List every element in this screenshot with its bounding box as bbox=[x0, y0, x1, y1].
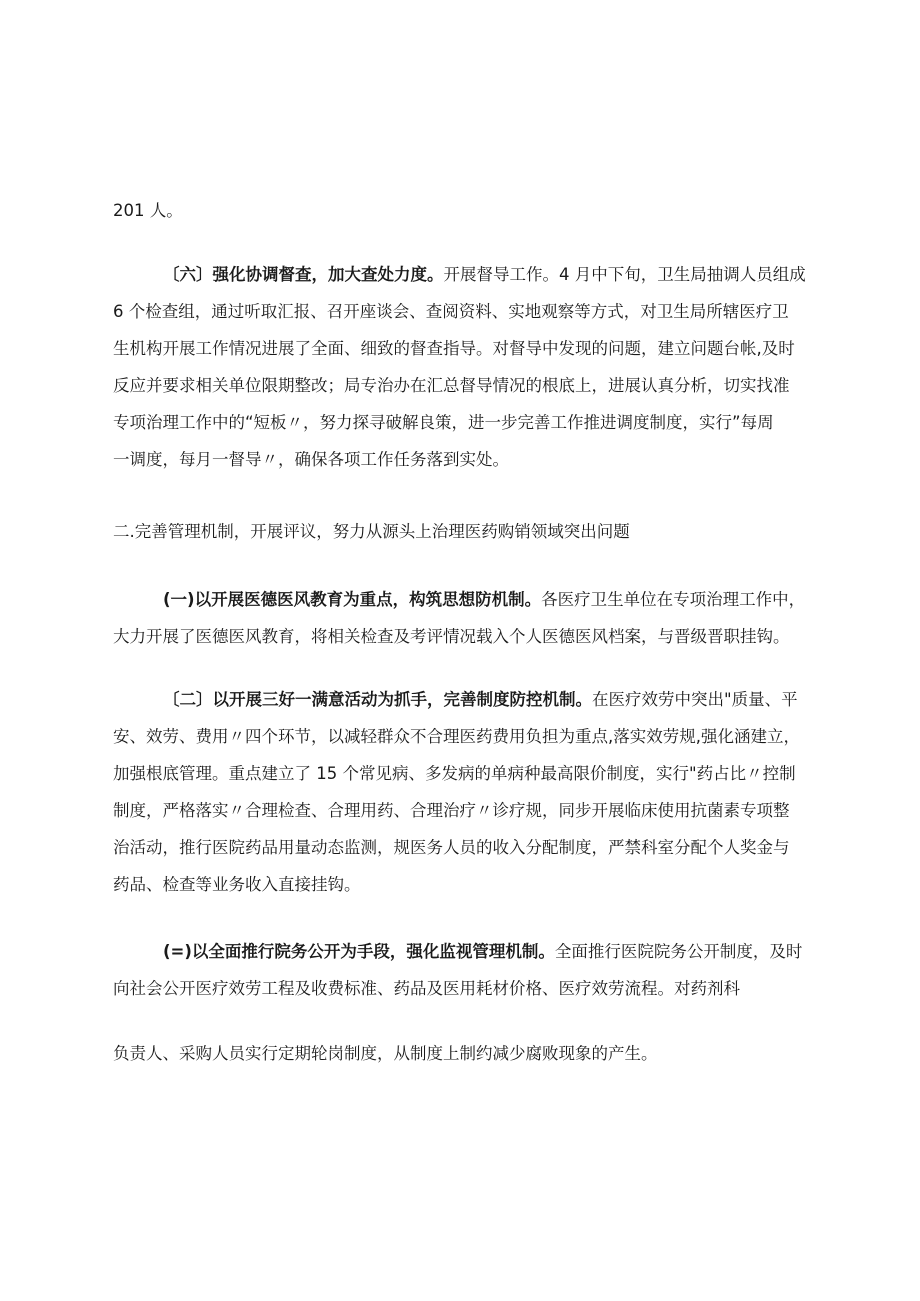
text-line: 一调度，每月一督导〃，确保各项工作任务落到实处。 bbox=[113, 450, 509, 469]
paragraph-heading: (一)以开展医德医风教育为重点，构筑思想防机制。 bbox=[163, 590, 542, 609]
section-heading-two bbox=[0, 513, 920, 550]
section-heading: 二.完善管理机制，开展评议，努力从源头上治理医药购销领域突出问题 bbox=[113, 522, 630, 541]
text-line: 安、效劳、费用〃四个环节，以减轻群众不合理医药费用负担为重点,落实效劳规,强化涵建立， bbox=[113, 727, 800, 746]
text-line: 6 个检查组，通过听取汇报、召开座谈会、查阅资料、实地观察等方式，对卫生局所辖医疗卫 bbox=[113, 302, 789, 321]
paragraph-first-line-rest: 各医疗卫生单位在专项治理工作中， bbox=[541, 590, 806, 609]
text-line: 治活动，推行医院药品用量动态监测，规医务人员的收入分配制度，严禁科室分配个人奖金与 bbox=[113, 838, 790, 857]
paragraph-first-line bbox=[0, 256, 920, 293]
text-line: 大力开展了医德医风教育，将相关检查及考评情况载入个人医德医风档案，与晋级晋职挂钩。 bbox=[113, 627, 790, 646]
paragraph-heading: 〔二〕以开展三好一满意活动为抓手，完善制度防控机制。 bbox=[163, 690, 592, 709]
paragraph-first-line bbox=[0, 933, 920, 970]
paragraph-job-rotation bbox=[0, 1035, 920, 1072]
text-line: 201 人。 bbox=[113, 201, 183, 220]
paragraph-first-line bbox=[0, 581, 920, 618]
text-line: 反应并要求相关单位限期整改；局专治办在汇总督导情况的根底上，进展认真分析，切实找准 bbox=[113, 376, 790, 395]
paragraph-heading: 〔六〕强化协调督查，加大查处力度。 bbox=[163, 265, 444, 284]
paragraph-first-line bbox=[0, 681, 920, 718]
paragraph-satisfaction-activity bbox=[0, 681, 920, 903]
text-line: 药品、检查等业务收入直接挂钩。 bbox=[113, 875, 361, 894]
paragraph-count-tail bbox=[0, 192, 920, 229]
paragraph-supervision bbox=[0, 256, 920, 478]
text-line: 专项治理工作中的“短板〃，努力探寻破解良策，进一步完善工作推进调度制度，实行”每周 bbox=[113, 413, 774, 432]
text-line: 制度，严格落实〃合理检查、合理用药、合理治疗〃诊疗规，同步开展临床使用抗菌素专项整 bbox=[113, 801, 790, 820]
paragraph-first-line-rest: 开展督导工作。4 月中下旬，卫生局抽调人员组成 bbox=[443, 265, 806, 284]
text-line: 加强根底管理。重点建立了 15 个常见病、多发病的单病种最高限价制度，实行"药占比〃控制 bbox=[113, 764, 796, 783]
text-line: 生机构开展工作情况进展了全面、细致的督查指导。对督导中发现的问题，建立问题台帐,及时 bbox=[113, 339, 795, 358]
text-line: 负责人、采购人员实行定期轮岗制度，从制度上制约减少腐败现象的产生。 bbox=[113, 1044, 658, 1063]
text-line: 向社会公开医疗效劳工程及收费标准、药品及医用耗材价格、医疗效劳流程。对药剂科 bbox=[113, 979, 740, 998]
paragraph-ethics-education bbox=[0, 581, 920, 655]
paragraph-heading: (=)以全面推行院务公开为手段，强化监视管理机制。 bbox=[163, 942, 555, 961]
paragraph-transparency bbox=[0, 933, 920, 1007]
paragraph-first-line-rest: 全面推行医院院务公开制度，及时 bbox=[554, 942, 803, 961]
paragraph-first-line-rest: 在医疗效劳中突出"质量、平 bbox=[592, 690, 798, 709]
